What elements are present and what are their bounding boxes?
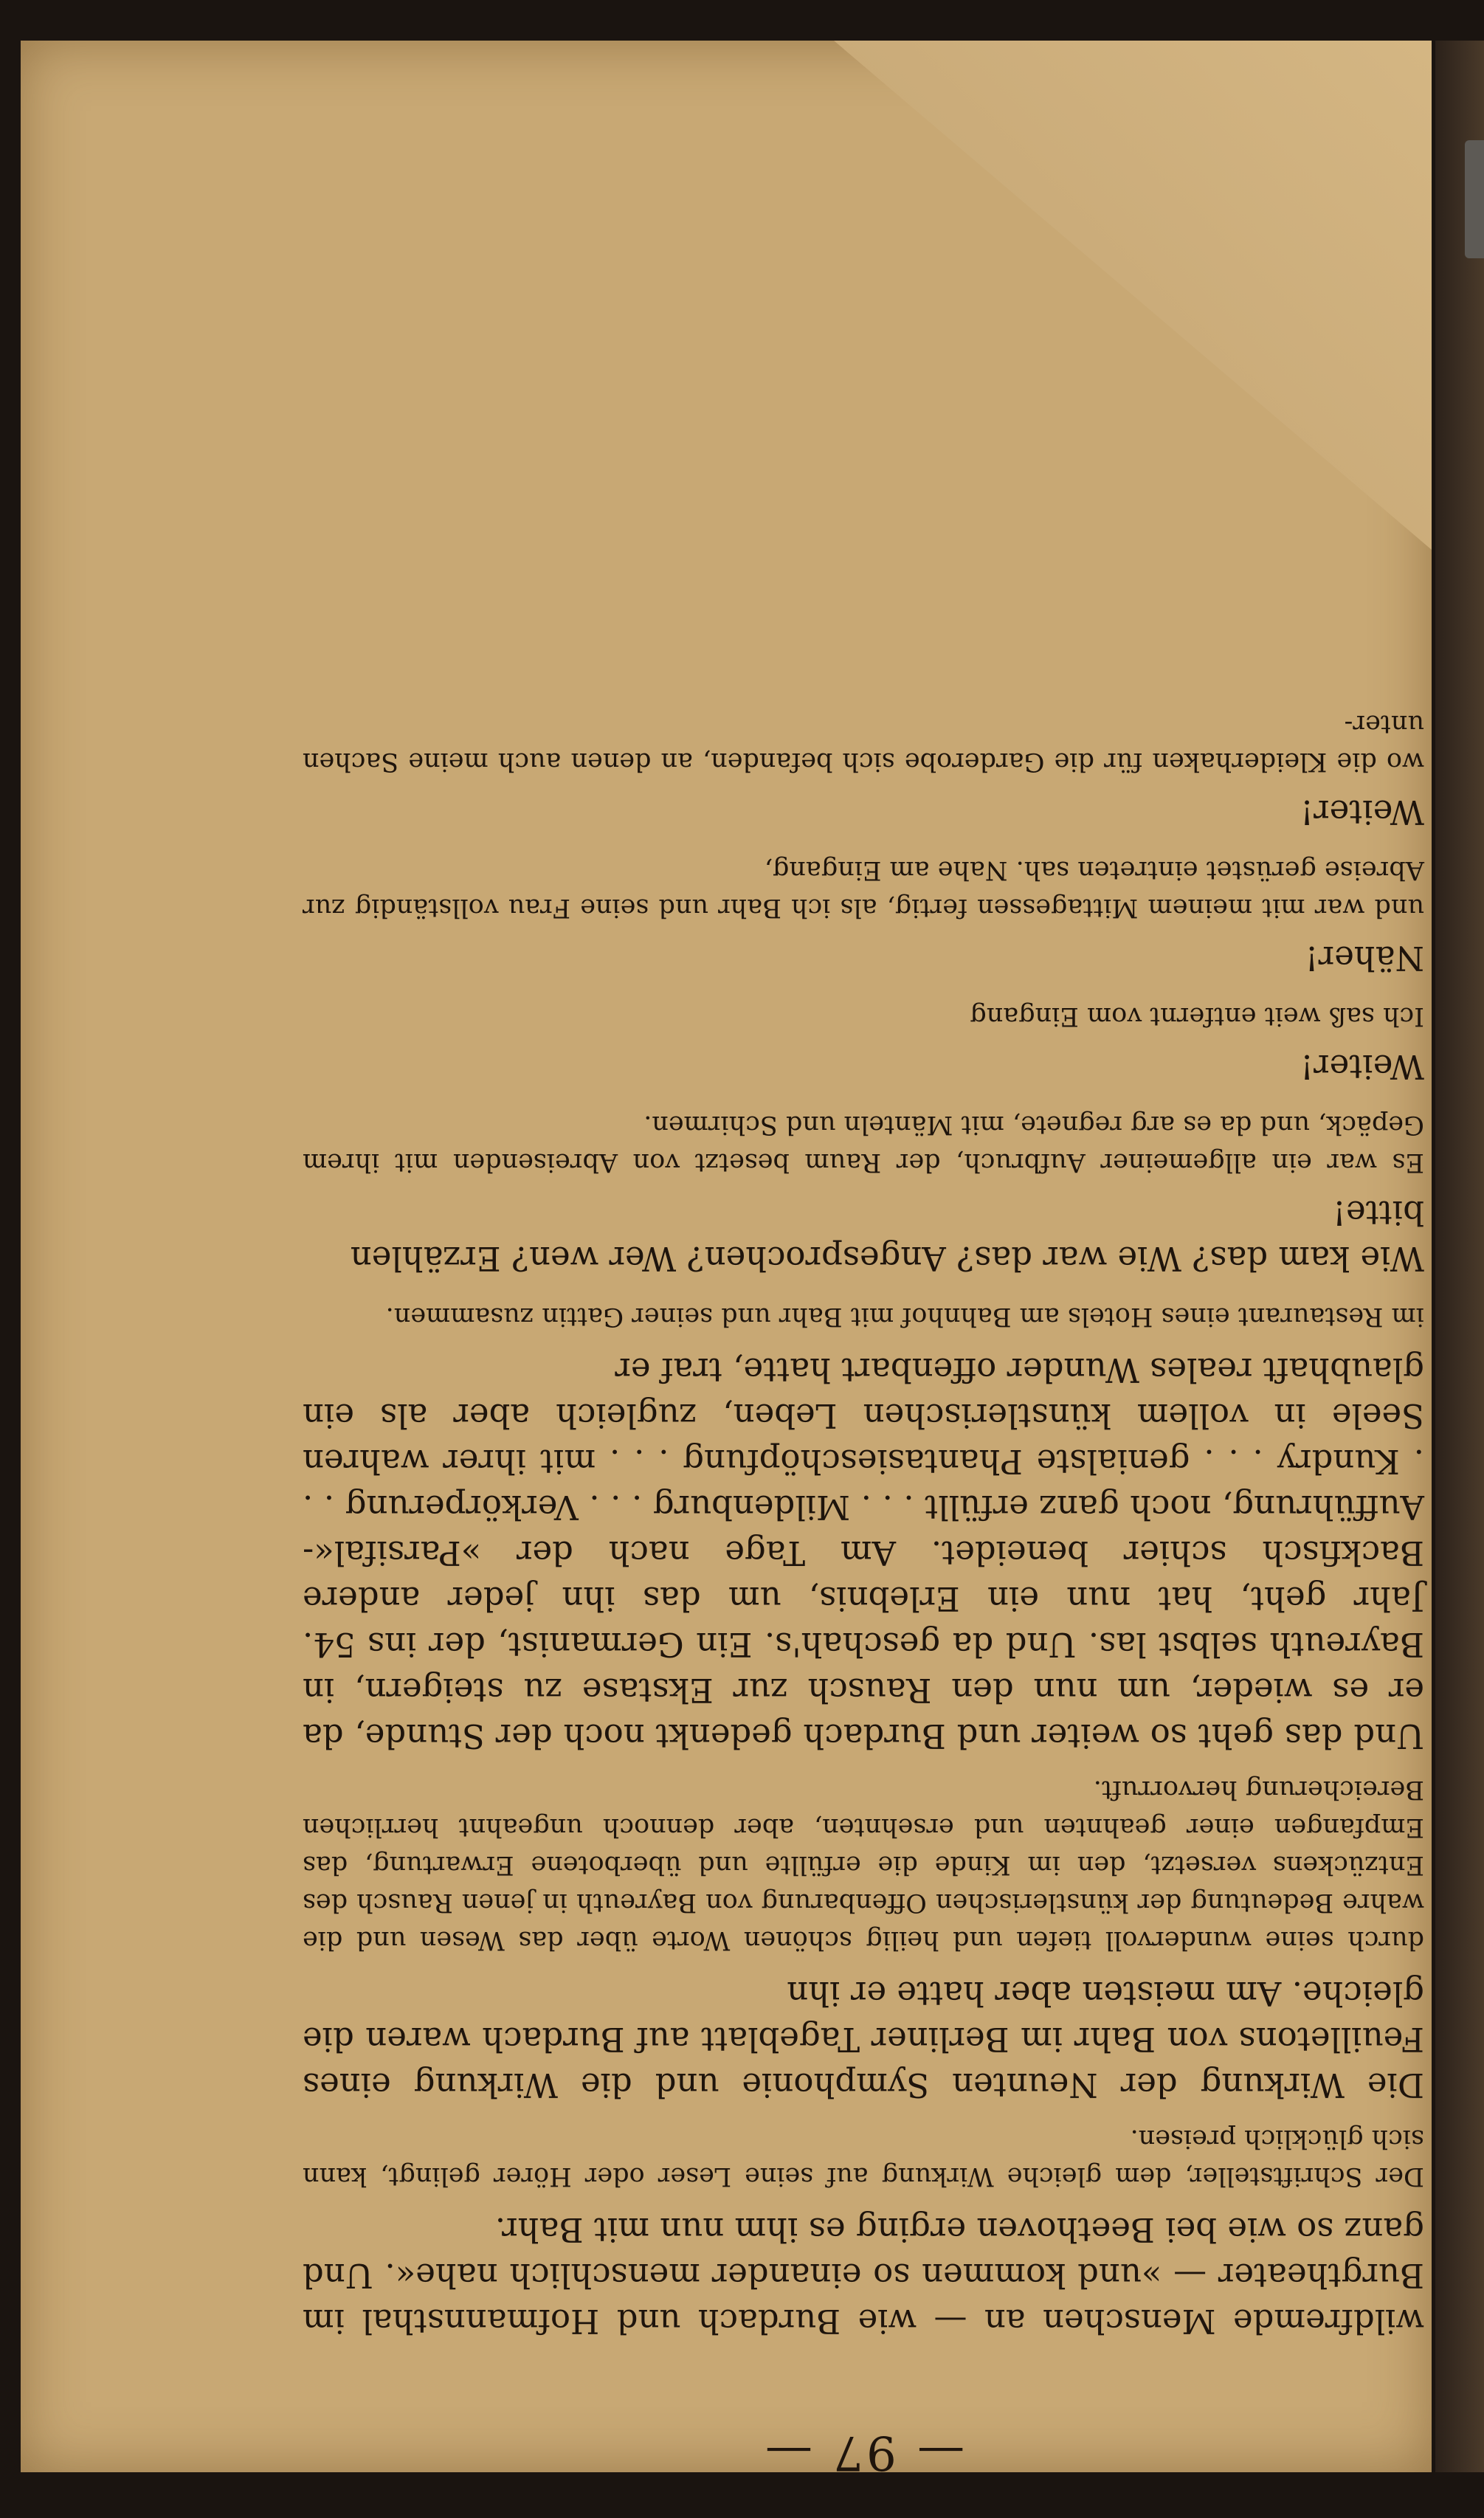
paragraph: Und das geht so weiter und Burdach gedenkt noch der Stunde, da er es wieder, um nun den Rausch zur Ekstase zu steigern, in Bayreuth selbst las. Und da geschah's. Ein Germanist, der ins 54. Jahr geht, hat nun ein Erlebnis, um das ihn jeder andere Backfisch schier beneidet. Am Tage nach der »Parsifal«-Aufführung, noch ganz erfüllt . . . Mildenburg . . . Verkörperung . . . Kundry . . . genialste Phantasieschöpfung . . . mit ihrer wahren Seele in vollem künstlerischen Leben, zugleich aber als ein glaubhaft reales Wunder offenbart hatte, traf er bbox=[303, 1351, 1424, 1756]
page-edge bbox=[1435, 41, 1484, 2472]
binding-clip bbox=[1465, 140, 1484, 258]
paragraph: Weiter! bbox=[1300, 793, 1424, 832]
page-number: — 97 — bbox=[762, 2425, 965, 2480]
paragraph: wo die Kleiderhaken für die Garderobe sich befanden, an denen auch meine Sachen unter- bbox=[303, 709, 1424, 776]
paragraph: Näher! bbox=[1305, 939, 1424, 978]
page-content bbox=[303, 693, 1424, 2480]
paragraph: Es war ein allgemeiner Aufbruch, der Raum besetzt von Abreisenden mit ihrem Gepäck, und da es arg regnete, mit Mänteln und Schirmen. bbox=[303, 1110, 1424, 1177]
upside-down-text-block bbox=[303, 517, 1424, 2480]
paragraph: durch seine wundervoll tiefen und heilig schönen Worte über das Wesen und die wahre Bedeutung der künstlerischen Offenbarung von Bayreuth in jenen Rausch des Entzückens versetzt, den im Kinde die erfüllte und überbotene Erwartung, das Empfangen einer geahnten und ersehnten, aber dennoch ungeahnt herrlichen Bereicherung hervorruft. bbox=[303, 1775, 1424, 1955]
paragraph: Weiter! bbox=[1300, 1047, 1424, 1086]
paragraph-list bbox=[303, 693, 1424, 2344]
paragraph: Ich saß weit entfernt vom Eingang bbox=[970, 1001, 1424, 1031]
paragraph: und war mit meinem Mittagessen fertig, als ich Bahr und seine Frau vollständig zur Abreise gerüstet eintreten sah. Nahe am Eingang, bbox=[303, 855, 1424, 922]
paragraph: Die Wirkung der Neunten Symphonie und die Wirkung eines Feuilletons von Bahr im Berliner Tageblatt auf Burdach waren die gleiche. Am meisten aber hatte er ihn bbox=[303, 1974, 1424, 2105]
paragraph: im Restaurant eines Hotels am Bahnhof mit Bahr und seiner Gattin zusammen. bbox=[385, 1302, 1424, 1331]
paragraph: wildfremde Menschen an — wie Burdach und Hofmannsthal im Burgtheater — »und kommen so einander menschlich nahe«. Und ganz so wie bei Beethoven erging es ihm nun mit Bahr. bbox=[303, 2210, 1424, 2341]
paragraph: Wie kam das? Wie war das? Angesprochen? Wer wen? Erzählen bitte! bbox=[350, 1193, 1424, 1278]
paragraph: Der Schriftsteller, dem gleiche Wirkung auf seine Leser oder Hörer gelingt, kann sich glücklich preisen. bbox=[303, 2124, 1424, 2191]
